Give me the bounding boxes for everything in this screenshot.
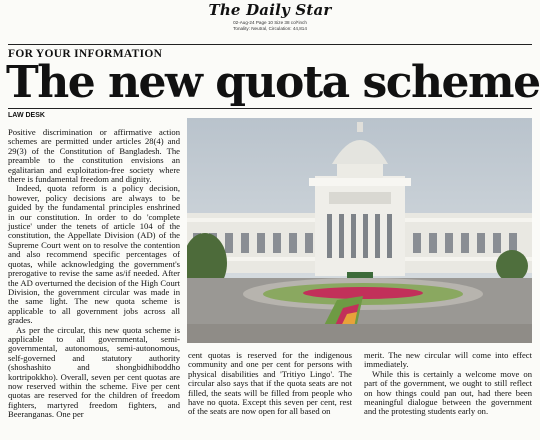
masthead — [0, 0, 540, 40]
clipping-meta-line: 02-Aug-24 Page 10 Size 38 col*inch — [233, 20, 307, 25]
headline-rule — [8, 108, 532, 109]
paragraph: While this is certainly a welcome move on part of the government, we ought to still reflect on how things could pan out, had there been meaningful dialogue between the government and the protesting students early on. — [364, 368, 532, 417]
headline: The new quota scheme — [6, 57, 540, 108]
top-rule — [8, 44, 532, 45]
paper-name: The Daily Star — [208, 1, 332, 19]
clipping-meta-line: Tonality: Neutral, Circulation: 44,814 — [233, 26, 307, 31]
article-column-2 — [188, 351, 352, 417]
article-column-1 — [8, 128, 180, 420]
article-column-3 — [364, 351, 532, 417]
paragraph: As per the circular, this new quota scheme is applicable to all governmental, semi-governmental, autonomous, semi-autonomous, self-governed and statutory authority (shoshashito and shongbidhiboddho kortripokkho). Overall, seven per cent quotas are now reserved within the scheme. Five per cent quotas are reserved for the children of freedom fighters, martyred freedom fighters, and Beeranganas. One per — [8, 324, 180, 420]
supreme-court-photo — [187, 118, 532, 343]
paragraph: Positive discrimination or affirmative action schemes are permitted under articles 28(4) and 29(3) of the Constitution of Bangladesh. The preamble to the constitution envisions an egalitarian and exploitation-free society where there is fundamental freedom and dignity. — [8, 127, 180, 185]
paragraph: merit. The new circular will come into effect immediately. — [364, 350, 532, 370]
byline: LAW DESK — [8, 112, 45, 119]
section-kicker: FOR YOUR INFORMATION — [8, 48, 163, 60]
paragraph: cent quotas is reserved for the indigenous community and one per cent for persons with physical disabilities and 'Tritiyo Lingo'. The circular also says that if the quota seats are not filled, the seats will be filled from people who have no quota. Except this seven per cent, rest of the seats are now open for all based on — [188, 350, 352, 417]
paragraph: Indeed, quota reform is a policy decision, however, policy decisions are always to be guided by the fundamental principles enshrined in our constitution. In order to do 'complete justice' under the tenets of article 104 of the constitution, the Appellate Division (AD) of the Supreme Court went on to resolve the contention and also recommend specific percentages of quotas, while acknowledging the government's prerogative to revise the same as/if needed. After the AD overturned the decision of the High Court Division, the government circular was made in the same light. The new quota scheme is applicable to all government jobs across all grades. — [8, 183, 180, 326]
